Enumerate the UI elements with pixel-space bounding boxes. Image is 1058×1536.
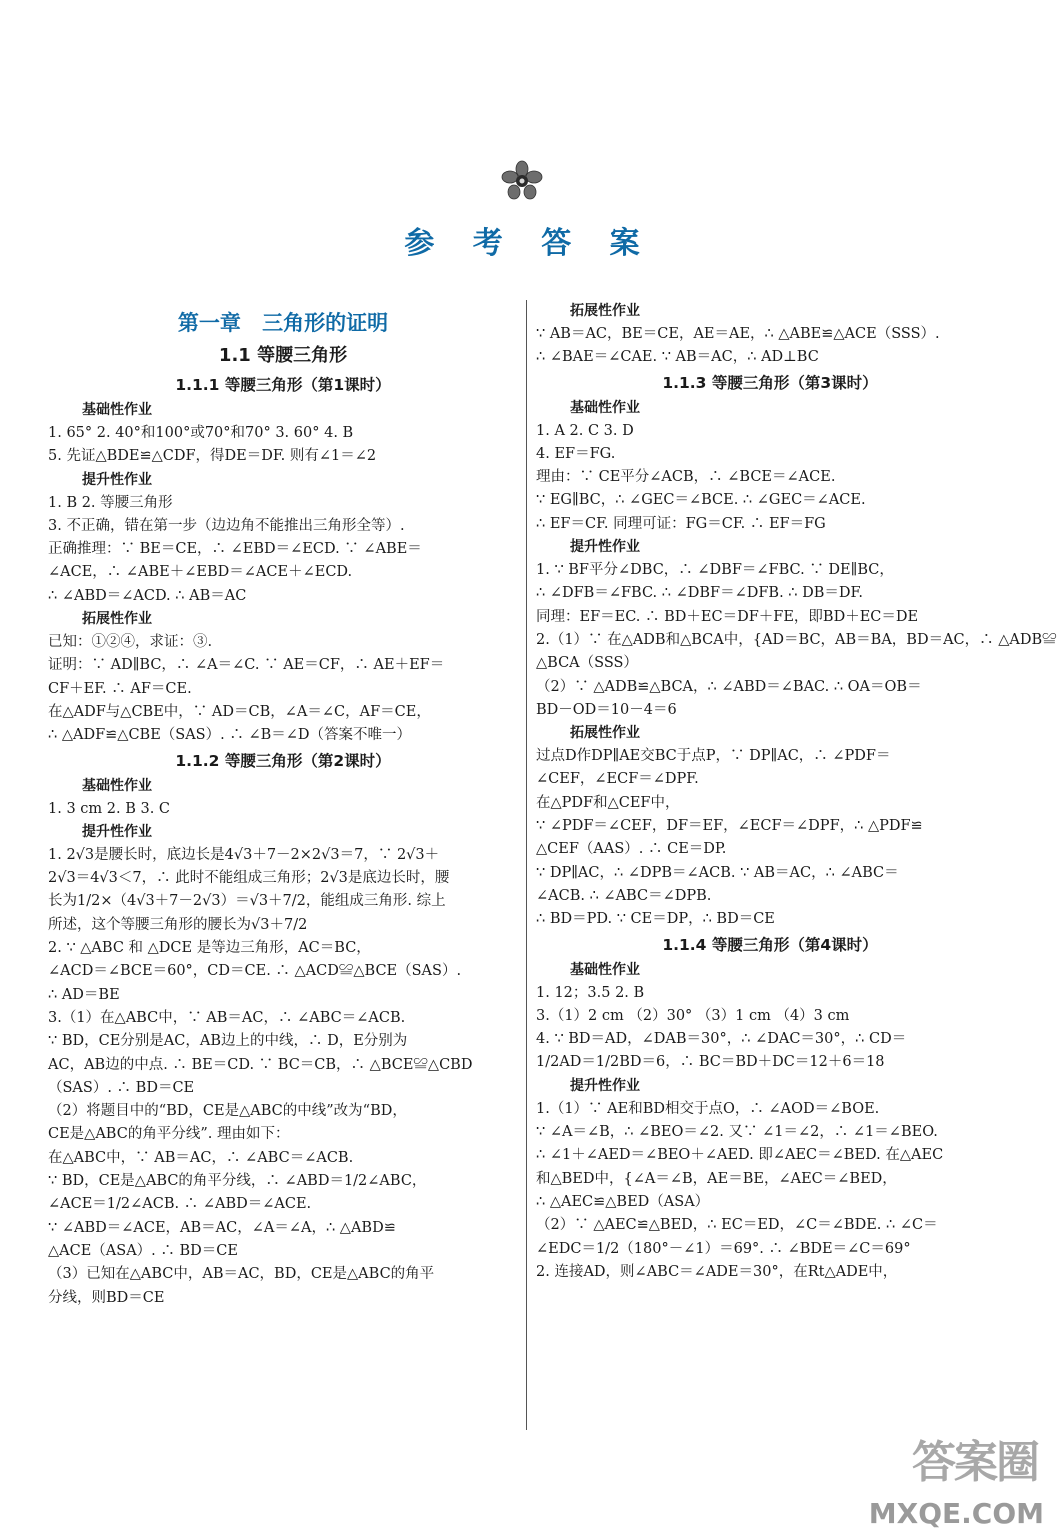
answer-line: ∵ BD，CE是△ABC的角平分线，∴ ∠ABD＝1/2∠ABC， [48, 1173, 427, 1190]
answer-line: ∵ ∠A＝∠B，∴ ∠BEO＝∠2. 又∵ ∠1＝∠2，∴ ∠1＝∠BEO. [536, 1124, 938, 1141]
answer-line: 同理：EF＝EC. ∴ BD＋EC＝DF＋FE，即BD＋EC＝DE [536, 608, 919, 625]
answer-line: ∠ACE＝1/2∠ACB. ∴ ∠ABD＝∠ACE. [48, 1196, 312, 1213]
homework-subheading: 提升性作业 [570, 539, 640, 556]
answer-line: ∴ ∠1＋∠AED＝∠BEO＋∠AED. 即∠AEC＝∠BED. 在△AEC [536, 1147, 944, 1164]
answer-line: ∵ ∠ABD＝∠ACE，AB＝AC，∠A＝∠A，∴ △ABD≌ [48, 1219, 396, 1236]
answer-line: ∠ACE，∴ ∠ABE＋∠EBD＝∠ACE＋∠ECD. [48, 564, 353, 581]
answer-line: ∴ ∠ABD＝∠ACD. ∴ AB＝AC [48, 587, 247, 604]
answer-line: 2.（1）∵ 在△ADB和△BCA中，{AD＝BC，AB＝BA，BD＝AC，∴ △ADB≌ [536, 631, 1057, 648]
lesson-heading: 1.1.3 等腰三角形（第3课时） [662, 373, 878, 392]
homework-subheading: 拓展性作业 [570, 303, 640, 319]
answer-line: 1. A 2. C 3. D [536, 422, 634, 439]
answer-line: 在△ABC中，∵ AB＝AC，∴ ∠ABC＝∠ACB. [48, 1149, 354, 1166]
answer-line: BD－OD＝10－4＝6 [536, 701, 677, 718]
left-column [48, 300, 518, 1310]
answer-line: 1. 3 cm 2. B 3. C [48, 800, 171, 817]
page-title: 参 考 答 案 [404, 226, 654, 261]
answer-line: 1. B 2. 等腰三角形 [48, 494, 173, 511]
answer-line: 理由：∵ CE平分∠ACB，∴ ∠BCE＝∠ACE. [536, 469, 836, 486]
answer-line: （SAS）. ∴ BD＝CE [48, 1079, 195, 1096]
answer-line: 3. 不正确，错在第一步（边边角不能推出三角形全等）. [48, 517, 405, 534]
answer-line: 3.（1）2 cm （2）30° （3）1 cm （4）3 cm [536, 1007, 850, 1024]
answer-line: 长为1/2×（4√3＋7－2√3）＝√3＋7/2，能组成三角形. 综上 [48, 893, 446, 910]
lesson-heading: 1.1.4 等腰三角形（第4课时） [662, 935, 878, 954]
homework-subheading: 拓展性作业 [82, 611, 152, 628]
answer-line: ∴ ∠DFB＝∠FBC. ∴ ∠DBF＝∠DFB. ∴ DB＝DF. [536, 585, 863, 602]
answer-line: 1. 65° 2. 40°和100°或70°和70° 3. 60° 4. B [48, 425, 354, 441]
answer-line: （2）∵ △ADB≌△BCA，∴ ∠ABD＝∠BAC. ∴ OA＝OB＝ [536, 678, 922, 695]
answer-line: ∵ DP∥AC，∴ ∠DPB＝∠ACB. ∵ AB＝AC，∴ ∠ABC＝ [536, 864, 899, 881]
answer-line: 5. 先证△BDE≌△CDF，得DE＝DF. 则有∠1＝∠2 [48, 448, 377, 465]
answer-line: ∴ △ADF≌△CBE（SAS）. ∴ ∠B＝∠D（答案不唯一） [48, 727, 412, 744]
answer-line: 和△BED中，{∠A＝∠B，AE＝BE，∠AEC＝∠BED， [536, 1170, 897, 1187]
answer-line: 过点D作DP∥AE交BC于点P，∵ DP∥AC，∴ ∠PDF＝ [536, 748, 891, 765]
answer-line: 1/2AD＝1/2BD＝6，∴ BC＝BD＋DC＝12＋6＝18 [536, 1054, 885, 1071]
answer-line: 1. 2√3是腰长时，底边长是4√3＋7－2×2√3＝7，∵ 2√3＋ [48, 846, 440, 863]
answer-line: ∵ AB＝AC，BE＝CE，AE＝AE，∴ △ABE≌△ACE（SSS）. [536, 326, 940, 342]
answer-line: ∴ ∠BAE＝∠CAE. ∵ AB＝AC，∴ AD⊥BC [536, 349, 819, 366]
answer-line: 1. 12；3.5 2. B [536, 984, 645, 1001]
lesson-heading: 1.1.1 等腰三角形（第1课时） [175, 376, 391, 394]
homework-subheading: 提升性作业 [570, 1077, 640, 1094]
answer-line: ∴ EF＝CF. 同理可证：FG＝CF. ∴ EF＝FG [536, 515, 826, 532]
flower-ornament-icon [500, 160, 544, 200]
answer-line: 所述，这个等腰三角形的腰长为√3＋7/2 [48, 916, 308, 933]
answer-line: ∴ AD＝BE [48, 986, 120, 1003]
homework-subheading: 拓展性作业 [570, 725, 640, 742]
answer-line: △BCA（SSS） [536, 655, 638, 672]
homework-subheading: 基础性作业 [570, 399, 640, 416]
answer-line: ∠ACB. ∴ ∠ABC＝∠DPB. [536, 887, 712, 904]
answer-line: （2）将题目中的“BD，CE是△ABC的中线”改为“BD， [48, 1103, 407, 1120]
answer-line: 4. EF＝FG. [536, 445, 616, 462]
answer-line: （2）∵ △AEC≌△BED，∴ EC＝ED，∠C＝∠BDE. ∴ ∠C＝ [536, 1217, 938, 1234]
answer-line: 在△ADF与△CBE中，∵ AD＝CB，∠A＝∠C，AF＝CE， [48, 703, 431, 720]
chapter-heading: 第一章 三角形的证明 [177, 311, 389, 335]
answer-line: 正确推理：∵ BE＝CE，∴ ∠EBD＝∠ECD. ∵ ∠ABE＝ [48, 541, 422, 558]
answer-line: 证明：∵ AD∥BC，∴ ∠A＝∠C. ∵ AE＝CF，∴ AE＋EF＝ [48, 657, 445, 674]
answer-line: 3.（1）在△ABC中，∵ AB＝AC，∴ ∠ABC＝∠ACB. [48, 1009, 406, 1026]
watermark-logo: 答案圈 [912, 1437, 1038, 1488]
answer-line: ∵ EG∥BC，∴ ∠GEC＝∠BCE. ∴ ∠GEC＝∠ACE. [536, 492, 866, 509]
answer-line: 2. ∵ △ABC 和 △DCE 是等边三角形，AC＝BC， [48, 940, 371, 957]
answer-line: ∵ ∠PDF＝∠CEF，DF＝EF，∠ECF＝∠DPF，∴ △PDF≌ [536, 818, 923, 835]
answer-line: 2. 连接AD，则∠ABC＝∠ADE＝30°，在Rt△ADE中， [536, 1263, 898, 1280]
answer-line: 1.（1）∵ AE和BD相交于点O，∴ ∠AOD＝∠BOE. [536, 1100, 880, 1117]
answer-line: ∴ △AEC≌△BED（ASA） [536, 1193, 710, 1210]
answer-line: △ACE（ASA）. ∴ BD＝CE [48, 1242, 238, 1259]
answer-line: ∠ACD＝∠BCE＝60°，CD＝CE. ∴ △ACD≌△BCE（SAS）. [48, 963, 462, 980]
answer-line: △CEF（AAS）. ∴ CE＝DP. [536, 841, 727, 858]
answer-line: ∠CEF，∠ECF＝∠DPF. [536, 771, 699, 788]
homework-subheading: 基础性作业 [570, 961, 640, 978]
answer-line: ∴ BD＝PD. ∵ CE＝DP，∴ BD＝CE [536, 911, 775, 928]
lesson-heading: 1.1.2 等腰三角形（第2课时） [175, 751, 391, 770]
homework-subheading: 提升性作业 [82, 823, 152, 840]
homework-subheading: 基础性作业 [82, 402, 152, 418]
answer-line: AC，AB边的中点. ∴ BE＝CD. ∵ BC＝CB，∴ △BCE≌△CBD [48, 1056, 473, 1073]
homework-subheading: 基础性作业 [82, 777, 152, 794]
answer-line: 已知：①②④，求证：③. [48, 634, 213, 651]
answer-line: 分线，则BD＝CE [48, 1289, 165, 1306]
answer-line: 1. ∵ BF平分∠DBC，∴ ∠DBF＝∠FBC. ∵ DE∥BC， [536, 562, 894, 579]
answer-line: ∵ BD，CE分别是AC，AB边上的中线，∴ D，E分别为 [48, 1033, 408, 1050]
answer-line: CF＋EF. ∴ AF＝CE. [48, 680, 192, 697]
answer-line: ∠EDC＝1/2（180°－∠1）＝69°. ∴ ∠BDE＝∠C＝69° [536, 1240, 911, 1257]
column-divider [526, 300, 527, 1430]
watermark-site: MXQE.COM [868, 1497, 1044, 1530]
answer-line: （3）已知在△ABC中，AB＝AC，BD，CE是△ABC的角平 [48, 1266, 435, 1283]
answer-line: CE是△ABC的角平分线”. 理由如下： [48, 1126, 290, 1143]
right-column [536, 300, 1057, 1284]
answer-line: 在△PDF和△CEF中， [536, 794, 680, 811]
section-heading: 1.1 等腰三角形 [218, 345, 348, 366]
homework-subheading: 提升性作业 [82, 471, 152, 488]
answer-line: 4. ∵ BD＝AD，∠DAB＝30°，∴ ∠DAC＝30°，∴ CD＝ [536, 1031, 907, 1048]
answer-line: 2√3＝4√3＜7，∴ 此时不能组成三角形；2√3是底边长时，腰 [48, 870, 450, 887]
